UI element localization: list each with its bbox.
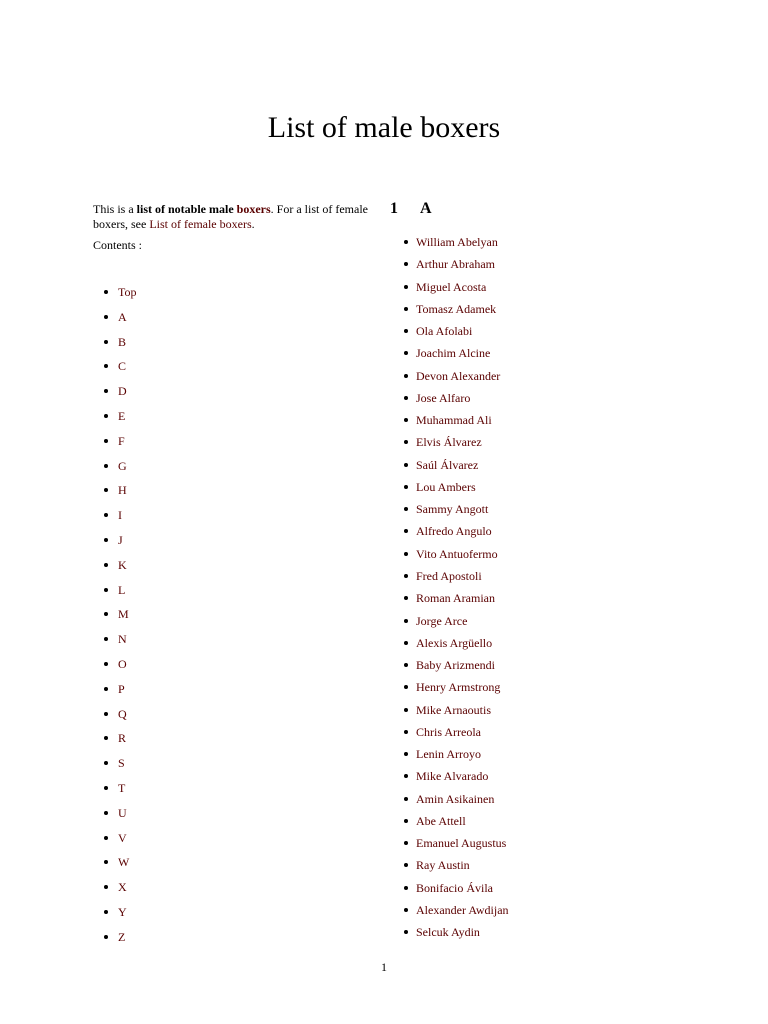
- boxer-link[interactable]: Bonifacio Ávila: [416, 880, 493, 895]
- boxer-link[interactable]: Lou Ambers: [416, 479, 476, 494]
- boxer-link[interactable]: Fred Apostoli: [416, 568, 482, 583]
- toc-link[interactable]: J: [118, 532, 123, 547]
- boxer-link[interactable]: Mike Arnaoutis: [416, 702, 491, 717]
- toc-item: [104, 530, 137, 555]
- list-item: [404, 612, 509, 634]
- boxers-link[interactable]: boxers: [236, 202, 271, 216]
- boxer-link[interactable]: Chris Arreola: [416, 724, 481, 739]
- toc-item: [104, 927, 137, 952]
- toc-item: [104, 282, 137, 307]
- toc-link[interactable]: G: [118, 458, 127, 473]
- list-item: [404, 923, 509, 945]
- boxer-link[interactable]: Alexis Argüello: [416, 635, 493, 650]
- page-number: 1: [381, 960, 387, 974]
- toc-item: [104, 728, 137, 753]
- list-item: [404, 478, 509, 500]
- toc-link[interactable]: M: [118, 607, 129, 622]
- toc-item: [104, 332, 137, 357]
- list-item: [404, 901, 509, 923]
- boxer-link[interactable]: Tomasz Adamek: [416, 301, 497, 316]
- intro-text-mid: . For a list of female boxers, see: [93, 202, 368, 231]
- boxer-link[interactable]: Ray Austin: [416, 858, 470, 873]
- toc-link[interactable]: Z: [118, 929, 126, 944]
- boxer-link[interactable]: Selcuk Aydin: [416, 925, 480, 940]
- list-item: [404, 678, 509, 700]
- list-item: [404, 812, 509, 834]
- toc-link[interactable]: A: [118, 309, 127, 324]
- boxer-link[interactable]: Henry Armstrong: [416, 680, 501, 695]
- toc-link[interactable]: R: [118, 731, 127, 746]
- toc-item: [104, 629, 137, 654]
- list-item: [404, 344, 509, 366]
- toc-item: [104, 704, 137, 729]
- list-item: [404, 433, 509, 455]
- section-heading: [390, 199, 432, 219]
- list-item: [404, 856, 509, 878]
- boxer-link[interactable]: Saúl Álvarez: [416, 457, 479, 472]
- list-item: [404, 879, 509, 901]
- toc-link[interactable]: V: [118, 830, 127, 845]
- boxer-link[interactable]: Jorge Arce: [416, 613, 468, 628]
- boxer-link[interactable]: William Abelyan: [416, 235, 498, 249]
- toc-link[interactable]: O: [118, 656, 127, 671]
- toc-item: [104, 852, 137, 877]
- boxer-link[interactable]: Elvis Álvarez: [416, 435, 482, 450]
- list-item: [404, 656, 509, 678]
- list-item: [404, 834, 509, 856]
- list-item: [404, 589, 509, 611]
- list-item: [404, 367, 509, 389]
- intro-text-post: .: [251, 217, 255, 231]
- list-item: [404, 790, 509, 812]
- boxer-link[interactable]: Abe Attell: [416, 813, 466, 828]
- toc-item: [104, 381, 137, 406]
- list-item: [404, 634, 509, 656]
- toc-item: [104, 555, 137, 580]
- boxer-link[interactable]: Ola Afolabi: [416, 324, 473, 339]
- boxer-link[interactable]: Joachim Alcine: [416, 346, 491, 361]
- boxer-link[interactable]: Muhammad Ali: [416, 413, 492, 428]
- toc-item: [104, 654, 137, 679]
- list-item: [404, 411, 509, 433]
- list-item: [404, 522, 509, 544]
- toc-item: [104, 778, 137, 803]
- table-of-contents: [104, 282, 137, 952]
- intro-text-pre: This is a: [93, 202, 137, 216]
- toc-link[interactable]: B: [118, 334, 127, 349]
- contents-label: Contents :: [93, 238, 143, 252]
- toc-item: [104, 480, 137, 505]
- toc-link[interactable]: C: [118, 359, 127, 374]
- boxer-link[interactable]: Arthur Abraham: [416, 257, 495, 272]
- list-item: [404, 300, 509, 322]
- toc-item: [104, 679, 137, 704]
- toc-link[interactable]: U: [118, 805, 127, 820]
- boxer-link[interactable]: Amin Asikainen: [416, 791, 495, 806]
- list-item: [404, 701, 509, 723]
- list-item: [404, 500, 509, 522]
- list-item: [404, 723, 509, 745]
- toc-link[interactable]: P: [118, 681, 125, 696]
- list-item: [404, 233, 509, 255]
- toc-link[interactable]: L: [118, 582, 126, 597]
- toc-item: [104, 307, 137, 332]
- toc-item: [104, 456, 137, 481]
- toc-link[interactable]: E: [118, 408, 126, 423]
- toc-link[interactable]: Q: [118, 706, 127, 721]
- list-item: [404, 456, 509, 478]
- list-item: [404, 255, 509, 277]
- list-item: [404, 322, 509, 344]
- list-item: [404, 745, 509, 767]
- section-letter: A: [420, 200, 432, 217]
- toc-link[interactable]: Top: [118, 285, 137, 299]
- list-item: [404, 545, 509, 567]
- toc-item: [104, 902, 137, 927]
- female-boxers-link[interactable]: List of female boxers: [149, 217, 252, 231]
- boxer-link[interactable]: Jose Alfaro: [416, 390, 471, 405]
- toc-link[interactable]: D: [118, 384, 127, 399]
- boxer-link[interactable]: Alexander Awdijan: [416, 902, 509, 917]
- toc-link[interactable]: X: [118, 880, 127, 895]
- toc-link[interactable]: I: [118, 508, 122, 523]
- boxer-link[interactable]: Miguel Acosta: [416, 279, 487, 294]
- toc-link[interactable]: H: [118, 483, 127, 498]
- list-item: [404, 567, 509, 589]
- page-title: List of male boxers: [267, 111, 501, 144]
- toc-item: [104, 803, 137, 828]
- toc-item: [104, 877, 137, 902]
- toc-link[interactable]: S: [118, 756, 125, 771]
- boxer-link[interactable]: Lenin Arroyo: [416, 747, 481, 762]
- boxer-link[interactable]: Emanuel Augustus: [416, 836, 507, 851]
- toc-item: [104, 828, 137, 853]
- boxer-link[interactable]: Alfredo Angulo: [416, 524, 492, 539]
- toc-link[interactable]: F: [118, 433, 125, 448]
- toc-item: [104, 580, 137, 605]
- list-item: [404, 389, 509, 411]
- section-number: 1: [390, 200, 398, 217]
- toc-link[interactable]: K: [118, 557, 127, 572]
- toc-item: [104, 406, 137, 431]
- toc-link[interactable]: W: [118, 855, 130, 870]
- toc-link[interactable]: N: [118, 632, 127, 647]
- toc-item: [104, 356, 137, 381]
- intro-bold-text: list of notable male: [136, 202, 237, 216]
- list-item: [404, 278, 509, 300]
- boxer-link[interactable]: Devon Alexander: [416, 368, 501, 383]
- boxer-list: [404, 233, 509, 946]
- boxer-link[interactable]: Baby Arizmendi: [416, 658, 495, 673]
- boxer-link[interactable]: Sammy Angott: [416, 502, 489, 517]
- toc-item: [104, 753, 137, 778]
- toc-link[interactable]: Y: [118, 904, 127, 919]
- boxer-link[interactable]: Vito Antuofermo: [416, 546, 498, 561]
- intro-paragraph: [93, 202, 383, 232]
- toc-item: [104, 505, 137, 530]
- boxer-link[interactable]: Roman Aramian: [416, 591, 495, 606]
- boxer-link[interactable]: Mike Alvarado: [416, 769, 489, 784]
- list-item: [404, 767, 509, 789]
- toc-link[interactable]: T: [118, 780, 126, 795]
- toc-item: [104, 431, 137, 456]
- toc-item: [104, 604, 137, 629]
